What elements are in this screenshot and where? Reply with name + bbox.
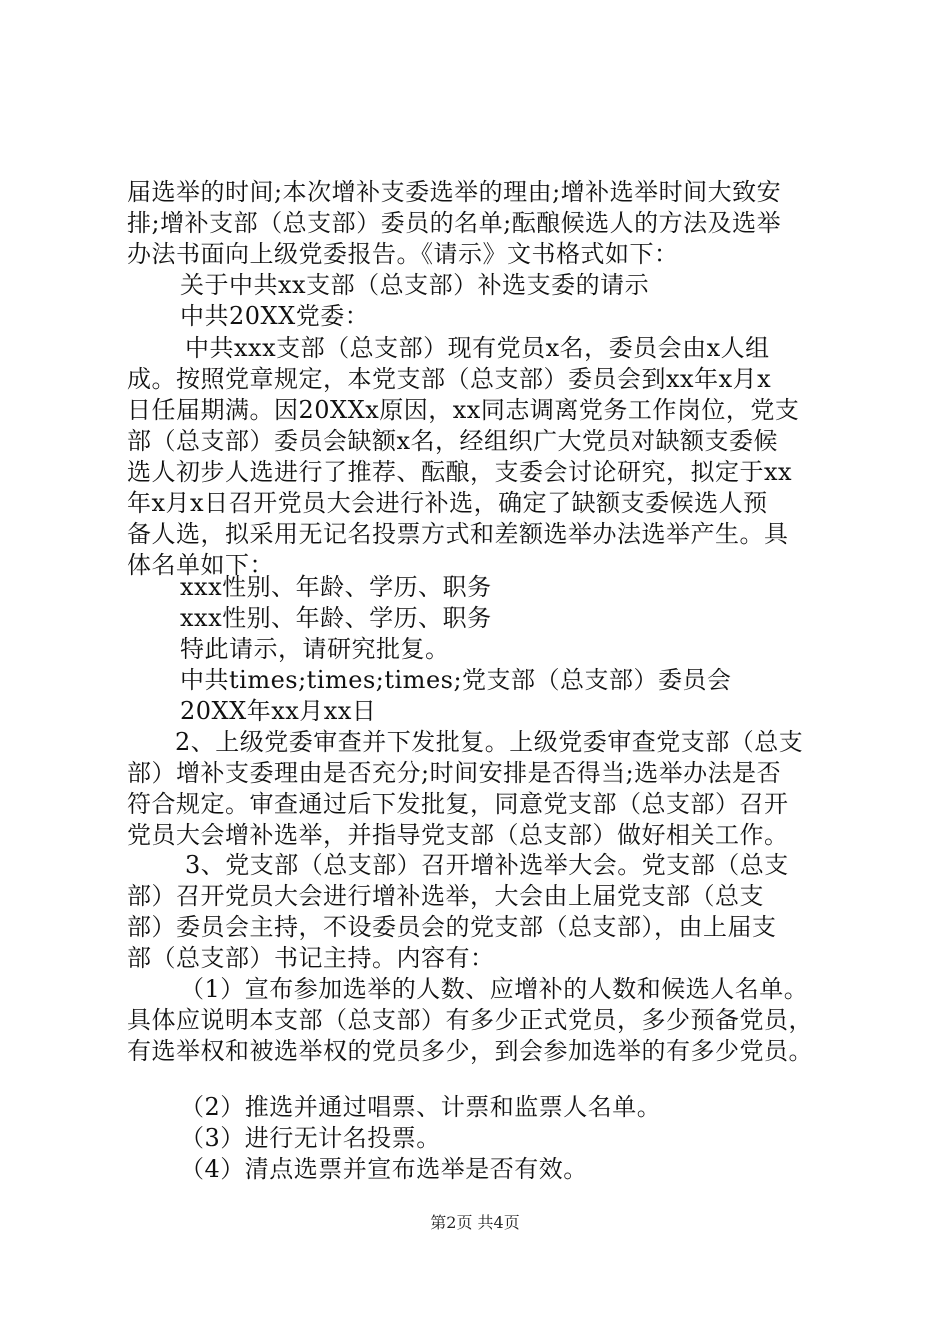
- body-line-9: 部（总支部）委员会缺额x名，经组织广大党员对缺额支委候: [127, 427, 779, 455]
- body-line-1: 届选举的时间;本次增补支委选举的理由;增补选举时间大致安: [127, 178, 782, 206]
- body-line-13: 体名单如下：: [127, 551, 274, 579]
- body-line-24: 部）召开党员大会进行增补选举，大会由上届党支部（总支: [127, 882, 764, 910]
- closing-request: 特此请示，请研究批复。: [180, 635, 450, 663]
- item-3-line: （3）进行无计名投票。: [180, 1124, 441, 1152]
- body-line-8: 日任届期满。因20XXx原因，xx同志调离党务工作岗位，党支: [127, 396, 800, 424]
- body-line-19: 2、上级党委审查并下发批复。上级党委审查党支部（总支: [175, 728, 804, 756]
- addressee: 中共20XX党委：: [180, 302, 370, 330]
- body-line-11: 年x月x日召开党员大会进行补选，确定了缺额支委候选人预: [127, 489, 768, 517]
- candidate-line-2: xxx性别、年龄、学历、职务: [180, 604, 492, 632]
- body-line-3: 办法书面向上级党委报告。《请示》文书格式如下：: [127, 240, 679, 268]
- item-4-line: （4）清点选票并宣布选举是否有效。: [180, 1155, 588, 1183]
- body-line-26: 部（总支部）书记主持。内容有：: [127, 944, 495, 972]
- candidate-line-1: xxx性别、年龄、学历、职务: [180, 573, 492, 601]
- body-line-6: 中共xxx支部（总支部）现有党员x名，委员会由x人组: [185, 334, 770, 362]
- body-line-21: 符合规定。审查通过后下发批复，同意党支部（总支部）召开: [127, 790, 789, 818]
- body-line-10: 选人初步人选进行了推荐、酝酿，支委会讨论研究，拟定于xx: [127, 458, 793, 486]
- body-line-22: 党员大会增补选举，并指导党支部（总支部）做好相关工作。: [127, 821, 789, 849]
- signature-org: 中共times;times;times;党支部（总支部）委员会: [180, 666, 732, 694]
- body-line-7: 成。按照党章规定，本党支部（总支部）委员会到xx年x月x: [127, 365, 772, 393]
- body-line-20: 部）增补支委理由是否充分;时间安排是否得当;选举办法是否: [127, 759, 782, 787]
- body-line-23: 3、党支部（总支部）召开增补选举大会。党支部（总支: [185, 851, 789, 879]
- item-1-line: （1）宣布参加选举的人数、应增补的人数和候选人名单。: [180, 975, 809, 1003]
- signature-date: 20XX年xx月xx日: [180, 697, 377, 725]
- body-line-29: 有选举权和被选举权的党员多少，到会参加选举的有多少党员。: [127, 1037, 813, 1065]
- body-line-12: 备人选，拟采用无记名投票方式和差额选举办法选举产生。具: [127, 520, 789, 548]
- request-title: 关于中共xx支部（总支部）补选支委的请示: [180, 271, 650, 299]
- item-2-line: （2）推选并通过唱票、计票和监票人名单。: [180, 1093, 662, 1121]
- body-line-2: 排;增补支部（总支部）委员的名单;酝酿候选人的方法及选举: [127, 209, 782, 237]
- page-footer: 第2页 共4页: [430, 1213, 520, 1232]
- body-line-25: 部）委员会主持，不设委员会的党支部（总支部），由上届支: [127, 913, 777, 941]
- body-line-28: 具体应说明本支部（总支部）有多少正式党员，多少预备党员，: [127, 1006, 813, 1034]
